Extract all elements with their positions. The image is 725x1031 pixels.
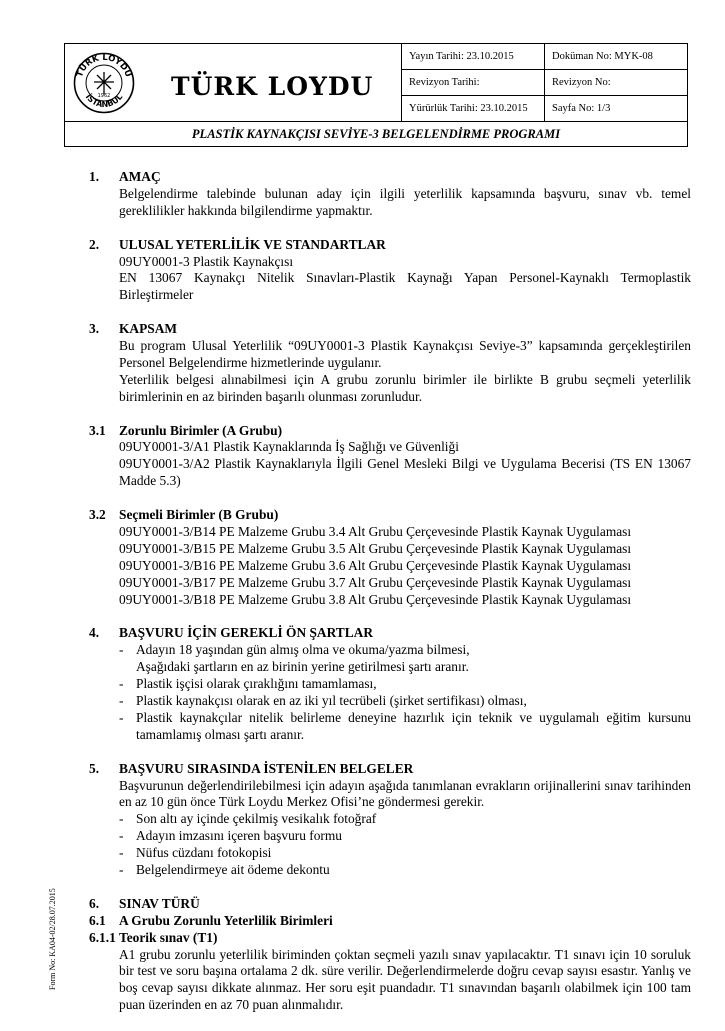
list-item: - Plastik işçisi olarak çıraklığını tamamlaması, <box>119 676 377 692</box>
section-3: 3. KAPSAM Bu program Ulusal Yeterlilik “09UY0001-3 Plastik Kaynakçısı Seviye-3” kapsamında gerçekleştirilen Personel Belgelendirme hizmetlerinde uygulanır. Yeterlilik belgesi alınabilmesi için A grubu zorunlu birimler ile birlikte B grubu seçmeli yeterlilik birimlerinin en az birinden başarılı olunması zorunludur. <box>89 321 691 404</box>
unit-line: 09UY0001-3/B18 PE Malzeme Grubu 3.8 Alt Grubu Çerçevesinde Plastik Kaynak Uygulaması <box>119 591 632 607</box>
section-heading: KAPSAM <box>119 321 178 337</box>
document-title: PLASTİK KAYNAKÇISI SEVİYE-3 BELGELENDİRME PROGRAMI <box>191 127 561 141</box>
list-item: - Belgelendirmeye ait ödeme dekontu <box>119 862 330 878</box>
section-text: Bu program Ulusal Yeterlilik “09UY0001-3 Plastik Kaynakçısı Seviye-3” kapsamında gerçekleştirilen Personel Belgelendirme hizmetlerinde uygulanır. <box>119 338 691 370</box>
section-3-1: 3.1 Zorunlu Birimler (A Grubu) 09UY0001-3/A1 Plastik Kaynaklarında İş Sağlığı ve Güvenliği 09UY0001-3/A2 Plastik Kaynaklarıyla İlgili Genel Mesleki Bilgi ve Uygulama Becerisi (TS EN 13067 Madde 5.3) <box>89 422 691 489</box>
section-6: 6. SINAV TÜRÜ 6.1 A Grubu Zorunlu Yeterlilik Birimleri 6.1.1 Teorik sınav (T1) A1 grubu zorunlu yeterlilik biriminden çoktan seçmeli yazılı sınav yapılacaktır. T1 sınavı için 10 soruluk bir test ve soru başına ortalama 2 dk. süre verilir. Değerlendirmelerde doğru cevap sayısı esastır. Yanlış ve boş cevap sayısı dikkate alınmaz. Her soru eşit puandadır. T1 sınavından başarılı olabilmek için 100 tam puan üzerinden en az 70 puan alınmalıdır. <box>89 895 691 1013</box>
section-heading: Zorunlu Birimler (A Grubu) <box>119 422 283 438</box>
revision-number: Revizyon No: <box>552 77 611 88</box>
svg-text:TÜRK LOYDU: TÜRK LOYDU <box>74 52 134 79</box>
list-item: - Plastik kaynakçılar nitelik belirleme deneyine hazırlık için teknik ve uygulamalı eğitim kursunu tamamlamış olması şartı aranır. <box>119 709 691 742</box>
list-item: - Nüfus cüzdanı fotokopisi <box>119 845 272 861</box>
section-heading: AMAÇ <box>119 169 161 184</box>
document-body <box>89 169 691 1031</box>
effective-date: Yürürlük Tarihi: 23.10.2015 <box>409 103 528 114</box>
section-heading: SINAV TÜRÜ <box>119 895 200 911</box>
list-item: - Adayın imzasını içeren başvuru formu <box>119 828 343 844</box>
revision-date: Revizyon Tarihi: <box>409 77 480 88</box>
section-text: Yeterlilik belgesi alınabilmesi için A grubu zorunlu birimler ile birlikte B grubu seçmeli yeterlilik birimlerinin en az birinden başarılı olunması zorunludur. <box>119 371 691 404</box>
section-2: 2. ULUSAL YETERLİLİK VE STANDARTLAR 09UY0001-3 Plastik Kaynakçısı EN 13067 Kaynakçı Nitelik Sınavları-Plastik Kaynağı Yapan Personel-Kaynaklı Termoplastik Birleştirmeler <box>89 236 691 303</box>
unit-line: 09UY0001-3/A1 Plastik Kaynaklarında İş Sağlığı ve Güvenliği <box>119 439 459 455</box>
svg-text:İSTANBUL: İSTANBUL <box>83 92 125 110</box>
page-number: Sayfa No: 1/3 <box>552 103 611 114</box>
unit-line: 09UY0001-3/A2 Plastik Kaynaklarıyla İlgili Genel Mesleki Bilgi ve Uygulama Becerisi (TS EN 13067 Madde 5.3) <box>119 456 691 489</box>
list-item: - Son altı ay içinde çekilmiş vesikalık fotoğraf <box>119 811 377 827</box>
document-number: Doküman No: MYK-08 <box>552 51 653 62</box>
unit-line: 09UY0001-3/B15 PE Malzeme Grubu 3.5 Alt Grubu Çerçevesinde Plastik Kaynak Uygulaması <box>119 540 632 556</box>
form-number: Form No: KA04-02/28.07.2015 <box>48 888 57 990</box>
section-3-2: 3.2 Seçmeli Birimler (B Grubu) 09UY0001-3/B14 PE Malzeme Grubu 3.4 Alt Grubu Çerçevesinde Plastik Kaynak Uygulaması 09UY0001-3/B15 PE Malzeme Grubu 3.5 Alt Grubu Çerçevesinde Plastik Kaynak Uygulaması 09UY0001-3/B16 PE Malzeme Grubu 3.6 Alt Grubu Çerçevesinde Plastik Kaynak Uygulaması 09UY0001-3/B17 PE Malzeme Grubu 3.7 Alt Grubu Çerçevesinde Plastik Kaynak Uygulaması 09UY0001-3/B18 PE Malzeme Grubu 3.8 Alt Grubu Çerçevesinde Plastik Kaynak Uygulaması <box>89 507 691 608</box>
section-heading: Seçmeli Birimler (B Grubu) <box>119 507 279 523</box>
section-heading: BAŞVURU SIRASINDA İSTENİLEN BELGELER <box>119 760 414 776</box>
section-1: 1. AMAÇ Belgelendirme talebinde bulunan aday için ilgili yeterlilik kapsamında başvuru, sınav vb. temel gereklilikler hakkında bilgilendirme yapmaktır. <box>89 169 691 218</box>
section-5: 5. BAŞVURU SIRASINDA İSTENİLEN BELGELER Başvurunun değerlendirilebilmesi için adayın aşağıda tanımlanan evrakların orijinallerini sınav tarihinden en az 10 gün önce Türk Loydu Merkez Ofisi’ne göndermesi gerekir. - Son altı ay içinde çekilmiş vesikalık fotoğraf - Adayın imzasını içeren başvuru formu - Nüfus cüzdanı fotokopisi - Belgelendirmeye ait ödeme dekontu <box>89 760 691 878</box>
section-text: Başvurunun değerlendirilebilmesi için adayın aşağıda tanımlanan evrakların orijinallerini sınav tarihinden en az 10 gün önce Türk Loydu Merkez Ofisi’ne göndermesi gerekir. <box>119 777 691 810</box>
section-4: 4. BAŞVURU İÇİN GEREKLİ ÖN ŞARTLAR - Adayın 18 yaşından gün almış olma ve okuma/yazma bilmesi, Aşağıdaki şartların en az birinin yerine getirilmesi şartı aranır. - Plastik işçisi olarak çıraklığını tamamlaması, - Plastik kaynakçısı olarak en az iki yıl tecrübeli (şirket sertifikası) olması, - Plastik kaynakçılar nitelik belirleme deneyine hazırlık için teknik ve uygulamalı eğitim kursunu tamamlamış olması şartı aranır. <box>89 625 691 742</box>
unit-line: 09UY0001-3/B17 PE Malzeme Grubu 3.7 Alt Grubu Çerçevesinde Plastik Kaynak Uygulaması <box>119 574 632 590</box>
unit-line: 09UY0001-3/B16 PE Malzeme Grubu 3.6 Alt Grubu Çerçevesinde Plastik Kaynak Uygulaması <box>119 557 632 573</box>
standard-line: 09UY0001-3 Plastik Kaynakçısı <box>119 253 294 269</box>
subsection-heading: Teorik sınav (T1) <box>119 929 218 945</box>
turk-loydu-seal-icon <box>73 52 135 114</box>
section-heading: BAŞVURU İÇİN GEREKLİ ÖN ŞARTLAR <box>119 625 373 641</box>
svg-text:1962: 1962 <box>97 93 111 99</box>
brand-name: TÜRK LOYDU <box>171 72 374 101</box>
section-heading: ULUSAL YETERLİLİK VE STANDARTLAR <box>119 236 386 252</box>
section-text: A1 grubu zorunlu yeterlilik biriminden çoktan seçmeli yazılı sınav yapılacaktır. T1 sınavı için 10 soruluk bir test ve soru başına ortalama 2 dk. süre verilir. Değerlendirmelerde doğru cevap sayısı esastır. Yanlış ve boş cevap sayısı dikkate alınmaz. Her soru eşit puandadır. T1 sınavından başarılı olabilmek için 100 tam puan üzerinden en az 70 puan alınmalıdır. <box>119 946 691 1013</box>
list-item: - Adayın 18 yaşından gün almış olma ve okuma/yazma bilmesi, Aşağıdaki şartların en az birinin yerine getirilmesi şartı aranır. <box>119 642 470 675</box>
standard-line: EN 13067 Kaynakçı Nitelik Sınavları-Plastik Kaynağı Yapan Personel-Kaynaklı Termoplastik Birleştirmeler <box>119 270 691 303</box>
subsection-heading: A Grubu Zorunlu Yeterlilik Birimleri <box>119 912 333 928</box>
publish-date: Yayın Tarihi: 23.10.2015 <box>409 51 514 62</box>
unit-line: 09UY0001-3/B14 PE Malzeme Grubu 3.4 Alt Grubu Çerçevesinde Plastik Kaynak Uygulaması <box>119 523 632 539</box>
logo-cell <box>65 44 402 122</box>
section-text: Belgelendirme talebinde bulunan aday için ilgili yeterlilik kapsamında başvuru, sınav vb. temel gereklilikler hakkında bilgilendirme yapmaktır. <box>119 185 691 218</box>
document-header <box>64 43 688 147</box>
list-item: - Plastik kaynakçısı olarak en az iki yıl tecrübeli (şirket sertifikası) olması, <box>119 693 527 709</box>
